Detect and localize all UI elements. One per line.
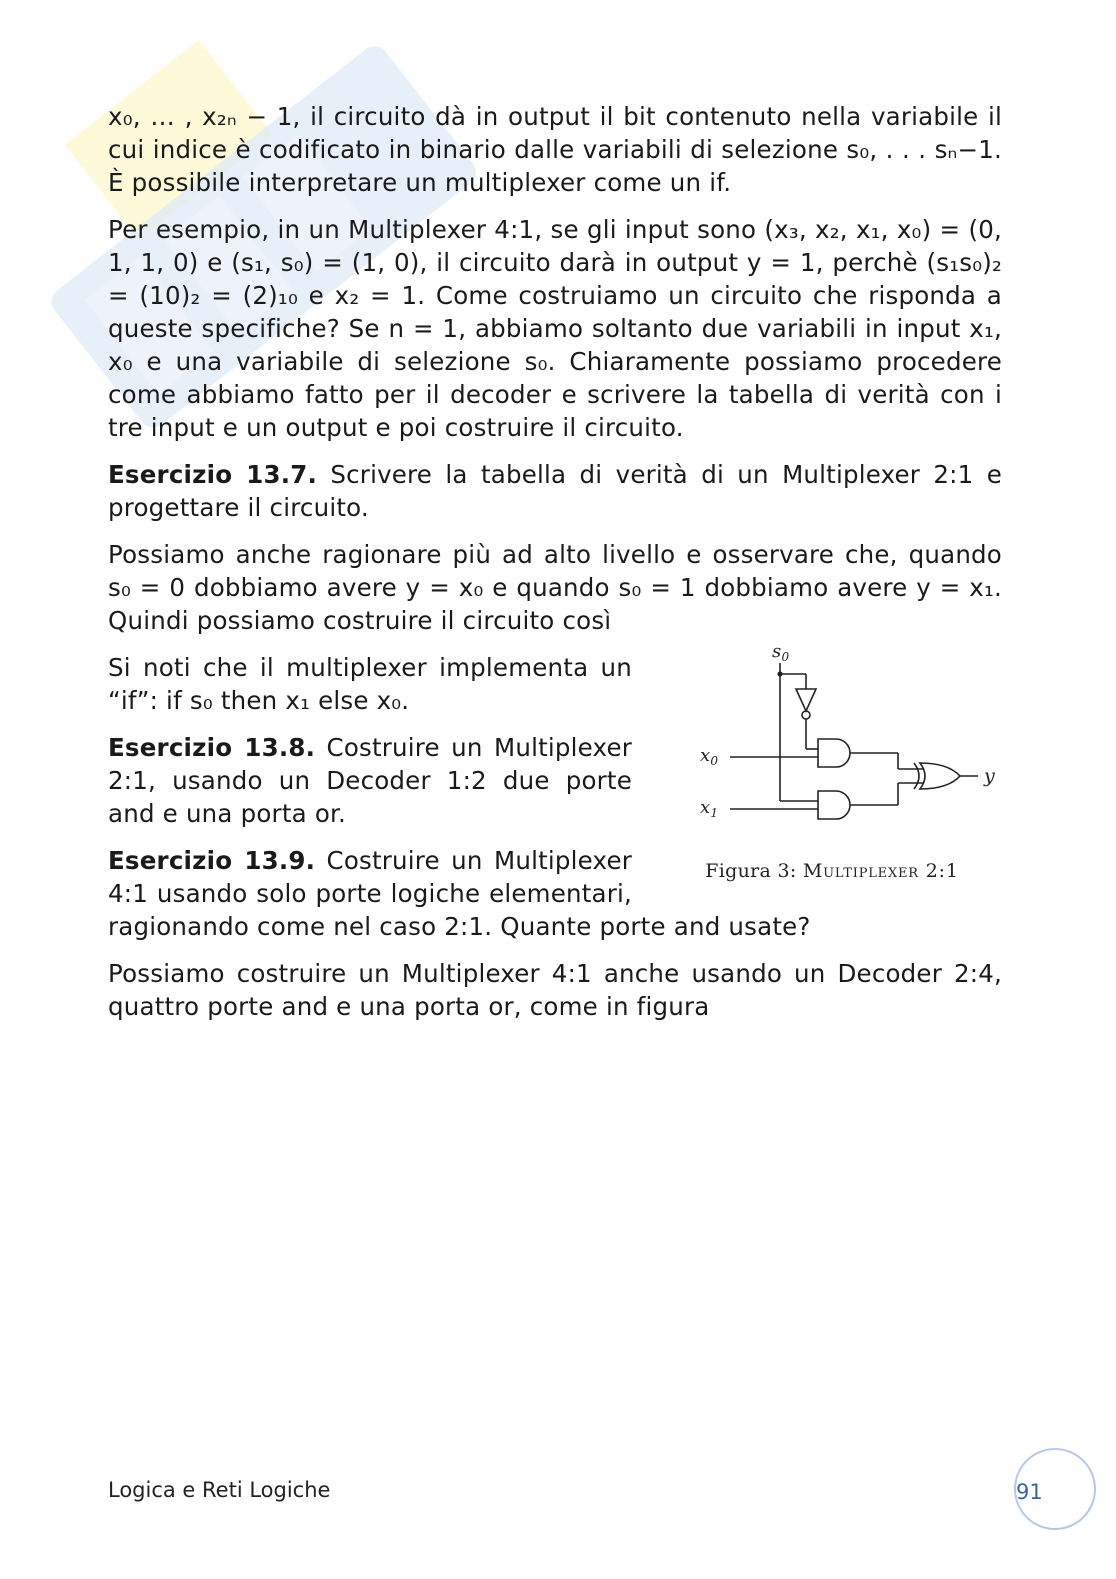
page-content — [108, 100, 1002, 1023]
caption-prefix: Figura 3: — [705, 860, 803, 882]
footer-title: Logica e Reti Logiche — [108, 1478, 331, 1502]
text-with-figure — [108, 538, 1002, 957]
paragraph-high-level — [108, 538, 1002, 637]
exercise-13-7 — [108, 458, 1002, 524]
exercise-text: Costruire un Multiplexer 4:1 usando solo porte logiche elementari, ragionando come nel caso 2:1. Quante porte and usate? — [108, 846, 811, 941]
paragraph-example: Per esempio, in un Multiplexer 4:1, se gli input sono (x₃, x₂, x₁, x₀) = (0, 1, 1, 0) e (s₁, s₀) = (1, 0), il circuito darà in output y = 1, perchè (s₁s₀)₂ = (10)₂ = (2)₁₀ e x₂ = 1. Come costruiamo un circuito che risponda a queste specifiche? Se n = 1, abbiamo soltanto due variabili in input x₁, x₀ e una variabile di selezione s₀. Chiaramente possiamo procedere come abbiamo fatto per il decoder e scrivere la tabella di verità con i tre input e un output e poi costruire il circuito. — [108, 215, 1002, 442]
label-x1: $x_1$ — [700, 797, 719, 820]
paragraph-decoder-mux: Possiamo costruire un Multiplexer 4:1 anche usando un Decoder 2:4, quattro porte and e una porta or, come in figura — [108, 959, 1002, 1021]
paragraph-multiplexer-intro: x₀, … , x₂ₙ − 1, il circuito dà in output il bit contenuto nella variabile il cui indice è codificato in binario dalle variabili di selezione s₀, . . . sₙ−1. È possibile interpretare un multiplexer come un if. — [108, 102, 1002, 197]
exercise-text: Costruire un Multiplexer 2:1, usando un Decoder 1:2 due porte and e una porta or. — [108, 733, 633, 828]
exercise-label: Esercizio 13.8. — [108, 733, 316, 762]
paragraph-high-level-text: Possiamo anche ragionare più ad alto livello e osservare che, quando s₀ = 0 dobbiamo avere y = x₀ e quando s₀ = 1 dobbiamo avere y = x₁. Quindi possiamo costruire il circuito così — [108, 540, 1002, 635]
paragraph-if-note: Si noti che il multiplexer implementa un “if”: if s₀ then x₁ else x₀. — [108, 653, 632, 715]
junction-dot — [777, 671, 782, 676]
exercise-label: Esercizio 13.9. — [108, 846, 316, 875]
label-x0: $x_0$ — [700, 745, 719, 768]
exercise-label: Esercizio 13.7. — [108, 460, 318, 489]
figure-multiplexer — [662, 641, 1002, 888]
caption-title: Multiplexer 2:1 — [802, 860, 959, 882]
exercise-text: Scrivere la tabella di verità di un Multiplexer 2:1 e progettare il circuito. — [108, 460, 1003, 522]
page-number: 91 — [1016, 1480, 1043, 1504]
multiplexer-circuit-diagram — [662, 641, 1002, 851]
page-number-badge — [1014, 1448, 1096, 1530]
figure-caption — [662, 855, 1002, 888]
label-s0: $s_0$ — [772, 641, 790, 664]
label-y: y — [984, 765, 995, 787]
